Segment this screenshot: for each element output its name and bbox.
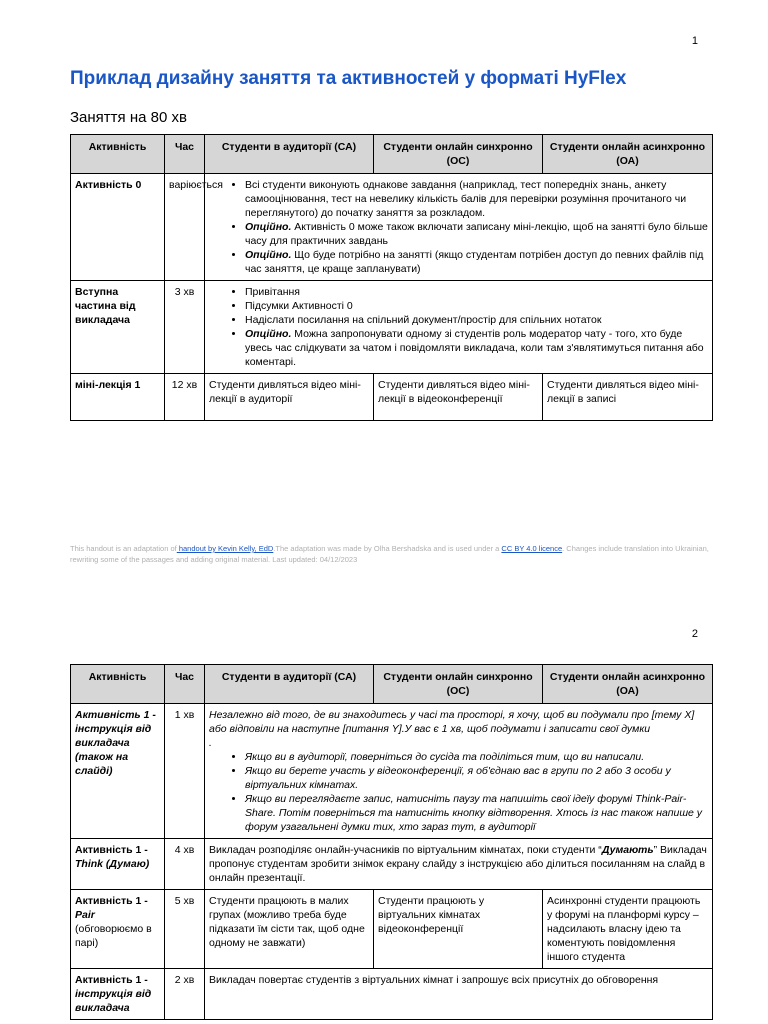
time-cell: 1 хв	[165, 704, 205, 839]
activity-cell: Активність 1 - інструкція від викладача (також на слайді)	[71, 704, 165, 839]
header-oa: Студенти онлайн асинхронно (ОА)	[543, 665, 713, 704]
list-item: • Якщо ви в аудиторії, поверніться до сусіда та поділіться тим, що ви написали.	[245, 750, 708, 764]
bullet-list	[209, 178, 708, 276]
header-os: Студенти онлайн синхронно (ОС)	[374, 665, 543, 704]
table-row	[71, 374, 713, 421]
optional-label: Опційно.	[245, 221, 292, 233]
footer-text: This handout is an adaptation of	[70, 544, 177, 553]
table-row	[71, 174, 713, 281]
header-oa: Студенти онлайн асинхронно (ОА)	[543, 135, 713, 174]
page-number: 2	[691, 628, 698, 640]
table-row	[71, 281, 713, 374]
table-row	[71, 890, 713, 969]
list-item-text: Можна запропонувати одному зі студентів роль модератор чату - того, хто буде увесь час слідкувати за чатом і повідомляти викладача, коли там з'являтимуться питання або коментарі.	[245, 328, 704, 368]
list-item-text: Активність 0 може також включати записану міні-лекцію, щоб на занятті було більше часу для практичних завдань	[245, 221, 708, 247]
header-time: Час	[165, 135, 205, 174]
list-item: • Підсумки Активності 0	[245, 299, 708, 313]
page-subtitle: Заняття на 80 хв	[70, 109, 187, 126]
table-header-row	[71, 135, 713, 174]
time-cell: 3 хв	[165, 281, 205, 374]
description-text: Викладач розподіляє онлайн-учасників по віртуальним кімнатах, поки студенти “	[209, 844, 602, 856]
lesson-table-2	[70, 664, 713, 1020]
list-item: • Всі студенти виконують однакове завдання (наприклад, тест попередніх знань, анкету самооцінювання, тест на невелику кількість балів для перевірки розуміння прочитаного чи переглянутого) до початку заняття за розкладом.	[245, 178, 708, 220]
table-row	[71, 969, 713, 1020]
header-activity: Активність	[71, 665, 165, 704]
os-cell: Студенти працюють у віртуальних кімнатах відеоконференції	[374, 890, 543, 969]
list-item: • Привітання	[245, 285, 708, 299]
activity-cell: міні-лекція 1	[71, 374, 165, 421]
description-cell	[205, 281, 713, 374]
page-number: 1	[691, 35, 698, 47]
list-item	[245, 248, 708, 276]
time-cell: 5 хв	[165, 890, 205, 969]
activity-label: Активність 1 -	[75, 974, 148, 986]
oa-cell: Студенти дивляться відео міні-лекції в записі	[543, 374, 713, 421]
description-cell	[205, 839, 713, 890]
table-header-row	[71, 665, 713, 704]
description-cell	[205, 704, 713, 839]
table-row	[71, 839, 713, 890]
lesson-table-1	[70, 134, 713, 421]
os-cell: Студенти дивляться відео міні-лекції в відеоконференції	[374, 374, 543, 421]
footer-text: .The adaptation was made by Olha Bershadska and is used under a	[273, 544, 502, 553]
list-item	[245, 220, 708, 248]
list-item: • Надіслати посилання на спільний документ/простір для спільних нотаток	[245, 313, 708, 327]
description-cell	[205, 174, 713, 281]
activity-cell	[71, 839, 165, 890]
activity-label-italic: Pair	[75, 909, 95, 921]
optional-label: Опційно.	[245, 249, 292, 261]
ca-cell: Студенти дивляться відео міні-лекції в аудиторії	[205, 374, 374, 421]
description-text: ” Викладач пропонує студентам зробити знімок екрану слайду з інструкцією або ділиться посиланням на слайд в онлайн презентації.	[209, 844, 707, 884]
activity-label: Активність 1 -	[75, 895, 148, 907]
time-cell: 4 хв	[165, 839, 205, 890]
activity-label-italic: Think (Думаю)	[75, 858, 150, 870]
instruction-dot: .	[209, 737, 212, 749]
footer-link-handout[interactable]: handout by Kevin Kelly, EdD	[176, 544, 274, 553]
header-time: Час	[165, 665, 205, 704]
activity-label: Активність 1 -	[75, 844, 148, 856]
instruction-text: Незалежно від того, де ви знаходитесь у часі та просторі, я хочу, щоб ви подумали про [тему Х] або відповіли на наступне [питання Y].У вас є 1 хв, щоб подумати і записати свої думки	[209, 709, 695, 735]
list-item-text: Що буде потрібно на занятті (якщо студентам потрібен доступ до певних файлів під час заняття, це краще запланувати)	[245, 249, 704, 275]
activity-cell: Вступна частина від викладача	[71, 281, 165, 374]
header-activity: Активність	[71, 135, 165, 174]
ca-cell: Студенти працюють в малих групах (можливо треба буде підказати їм сісти так, щоб одне одному не завжати)	[205, 890, 374, 969]
description-emphasis: Думають	[601, 844, 654, 856]
oa-cell: Асинхронні студенти працюють у форумі на планформі курсу – надсилають власну ідею та коментують повідомлення іншого студента	[543, 890, 713, 969]
footer-text: . Changes include translation into Ukrainian, rewriting some of the passages and adding original material. Last updated: 04/12/2023	[70, 544, 709, 564]
page-title: Приклад дизайну заняття та активностей у форматі HyFlex	[70, 68, 627, 89]
table-row	[71, 704, 713, 839]
activity-cell	[71, 890, 165, 969]
footer-link-licence[interactable]: CC BY 4.0 licence	[501, 544, 563, 553]
list-item: • Якщо ви переглядаєте запис, натисніть паузу та напишіть свої ідеїу форумі Think-Pair-Share. Потім поверніться та натисніть кнопку відтворення. Хтось із нас також напише у форум узагальнені думки тих, хто зараз тут, в аудиторії	[245, 792, 708, 834]
activity-label-note: (обговорюємо в парі)	[75, 923, 152, 949]
header-ca: Студенти в аудиторії (СА)	[205, 135, 374, 174]
time-cell: 12 хв	[165, 374, 205, 421]
description-cell: Викладач повертає студентів з віртуальних кімнат і запрошує всіх присутніх до обговорення	[205, 969, 713, 1020]
time-cell: 2 хв	[165, 969, 205, 1020]
list-item	[245, 327, 708, 369]
time-cell: варіюється	[165, 174, 205, 281]
activity-cell: Активність 0	[71, 174, 165, 281]
bullet-list	[209, 750, 708, 834]
header-os: Студенти онлайн синхронно (ОС)	[374, 135, 543, 174]
activity-label-italic: інструкція від викладача	[75, 988, 152, 1014]
footer-note	[70, 543, 712, 565]
optional-label: Опційно.	[245, 328, 292, 340]
header-ca: Студенти в аудиторії (СА)	[205, 665, 374, 704]
activity-cell	[71, 969, 165, 1020]
bullet-list	[209, 285, 708, 369]
list-item: • Якщо ви берете участь у відеоконференції, я об'єднаю вас в групи по 2 або 3 особи у віртуальних кімнатах.	[245, 764, 708, 792]
